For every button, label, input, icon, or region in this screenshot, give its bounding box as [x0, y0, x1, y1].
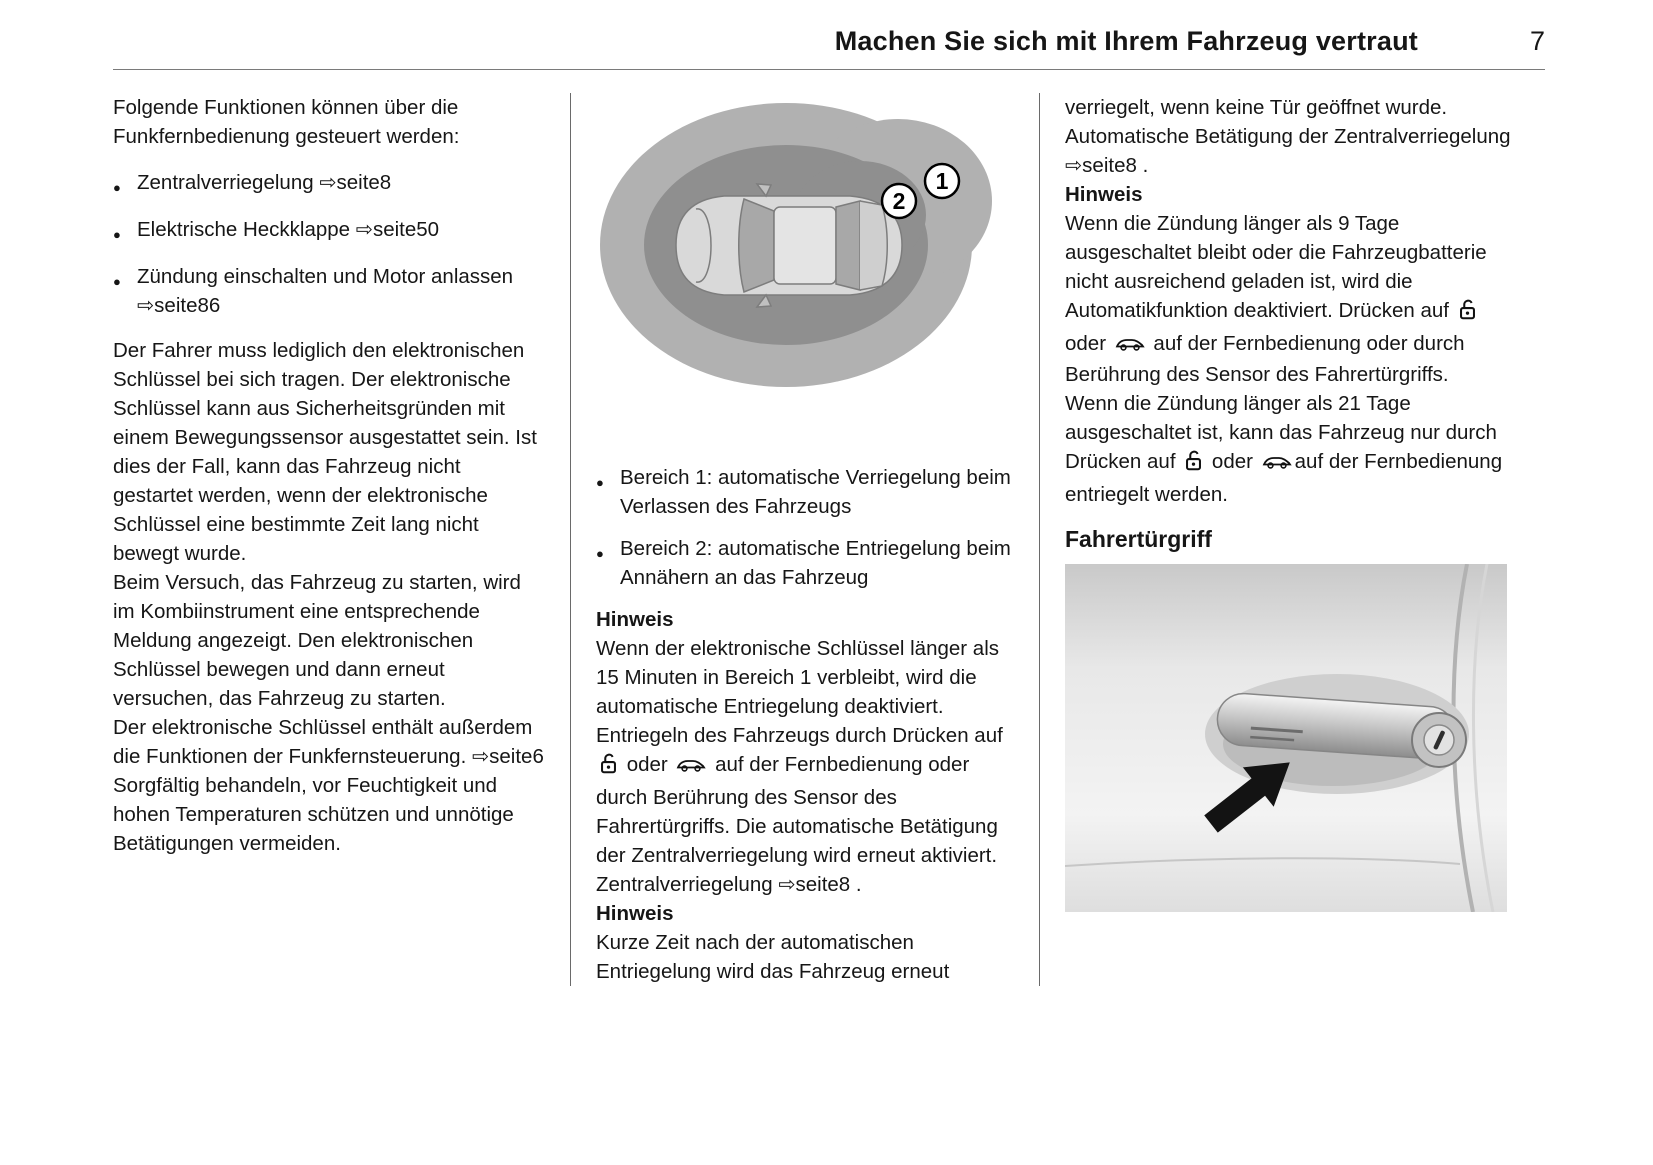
- paragraph: Automatische Betätigung der Zentralverriegelung ⇨seite8 .: [1065, 125, 1511, 177]
- note-heading: Hinweis: [596, 902, 674, 925]
- content-columns: [113, 93, 1653, 986]
- list-item-label: Bereich 2: automatische Entriegelung beim Annähern an das Fahrzeug: [620, 537, 1011, 589]
- paragraph-text: oder: [1206, 450, 1259, 473]
- car-remote-icon: [676, 752, 706, 781]
- paragraph: Kurze Zeit nach der automatischen Entriegelung wird das Fahrzeug erneut: [596, 931, 950, 983]
- page-title: Machen Sie sich mit Ihrem Fahrzeug vertraut: [834, 26, 1418, 56]
- car-remote-icon: [1115, 331, 1145, 360]
- unlock-icon: [1458, 297, 1477, 329]
- unlock-icon: [599, 751, 618, 783]
- list-item: [596, 534, 1014, 592]
- column-2: [596, 93, 1014, 986]
- column-3: [1065, 93, 1521, 986]
- paragraph: Der Fahrer muss lediglich den elektronischen Schlüssel bei sich tragen. Der elektronische Schlüssel kann aus Sicherheitsgründen mit einem Bewegungssensor ausgestattet sein. Ist dies der Fall, kann das Fahrzeug nicht gestartet werden, wenn der elektronische Schlüssel eine bestimmte Zeit lang nicht bewegt wurde.: [113, 339, 537, 565]
- car-zones-illustration: [598, 93, 1000, 393]
- page-number: 7: [1529, 26, 1545, 56]
- door-handle-figure: [1065, 564, 1521, 920]
- note-heading: Hinweis: [596, 608, 674, 631]
- note-text: oder: [621, 753, 674, 776]
- note-text: Wenn die Zündung länger als 9 Tage ausgeschaltet bleibt oder die Fahrzeugbatterie nicht ausreichend geladen ist, wird die Automatikfunktion deaktiviert. Drücken auf: [1065, 212, 1487, 322]
- header-rule: [113, 69, 1545, 70]
- list-item: [596, 463, 1014, 521]
- bullet-icon: ●: [596, 546, 604, 561]
- paragraph: [1065, 209, 1521, 389]
- unlock-icon: [1184, 448, 1203, 480]
- list-item-label: Zentralverriegelung ⇨seite8: [137, 171, 392, 194]
- paragraph: Sorgfältig behandeln, vor Feuchtigkeit und hohen Temperaturen schützen und unnötige Betätigungen vermeiden.: [113, 774, 514, 855]
- lock-cylinder: [1412, 713, 1466, 767]
- column-divider: [570, 93, 571, 986]
- zone-1-badge: [925, 164, 959, 198]
- column-divider: [1039, 93, 1040, 986]
- list-item: [113, 168, 545, 202]
- door-handle-illustration: [1065, 564, 1507, 912]
- bullet-icon: ●: [113, 274, 121, 289]
- paragraph: Beim Versuch, das Fahrzeug zu starten, wird im Kombiinstrument eine entsprechende Meldung angezeigt. Den elektronischen Schlüssel bewegen und dann erneut versuchen, das Fahrzeug zu starten.: [113, 571, 521, 710]
- page-header: [113, 26, 1545, 69]
- note-text: auf der Fernbedienung oder durch Berührung des Sensor des Fahrertürgriffs.: [1065, 332, 1465, 386]
- list-item-label: Elektrische Heckklappe ⇨seite50: [137, 218, 440, 241]
- list-item-label: Zündung einschalten und Motor anlassen ⇨seite86: [137, 265, 514, 317]
- note-text: Wenn der elektronische Schlüssel länger als 15 Minuten in Bereich 1 verbleibt, wird die automatische Entriegelung deaktiviert. Entriegeln des Fahrzeugs durch Drücken auf: [596, 637, 1003, 747]
- note-text: auf der Fernbedienung oder durch Berührung des Sensor des Fahrertürgriffs. Die automatische Betätigung der Zentralverriegelung wird erneut aktiviert.: [596, 753, 998, 867]
- bullet-icon: ●: [113, 180, 121, 195]
- note-text: oder: [1065, 332, 1112, 355]
- car-remote-icon: [1262, 449, 1292, 478]
- paragraph-text: Wenn die Zündung länger als 21 Tage ausgeschaltet ist, kann das Fahrzeug nur durch Drücken auf: [1065, 392, 1497, 473]
- list-item: [113, 262, 545, 320]
- zone-2-badge: [882, 184, 916, 218]
- section-heading: Fahrertürgriff: [1065, 526, 1212, 552]
- zone-2-label: 2: [892, 188, 906, 214]
- paragraph-intro: Folgende Funktionen können über die Funkfernbedienung gesteuert werden:: [113, 96, 460, 148]
- paragraph: Zentralverriegelung ⇨seite8 .: [596, 873, 862, 896]
- paragraph: [596, 634, 1014, 870]
- paragraph: Der elektronische Schlüssel enthält außerdem die Funktionen der Funkfernsteuerung. ⇨seite6: [113, 716, 544, 768]
- paragraph: [1065, 389, 1521, 509]
- zone-1-label: 1: [935, 168, 949, 194]
- bullet-icon: ●: [596, 475, 604, 490]
- car-topview: [676, 184, 902, 307]
- paragraph: verriegelt, wenn keine Tür geöffnet wurde.: [1065, 96, 1448, 119]
- note-heading: Hinweis: [1065, 183, 1143, 206]
- list-item: [113, 215, 545, 249]
- list-item-label: Bereich 1: automatische Verriegelung beim Verlassen des Fahrzeugs: [620, 466, 1011, 518]
- column-1: [113, 93, 545, 986]
- car-zones-figure: [598, 93, 1014, 401]
- paragraph-text: auf der Fernbedienung entriegelt werden.: [1065, 450, 1503, 506]
- bullet-icon: ●: [113, 227, 121, 242]
